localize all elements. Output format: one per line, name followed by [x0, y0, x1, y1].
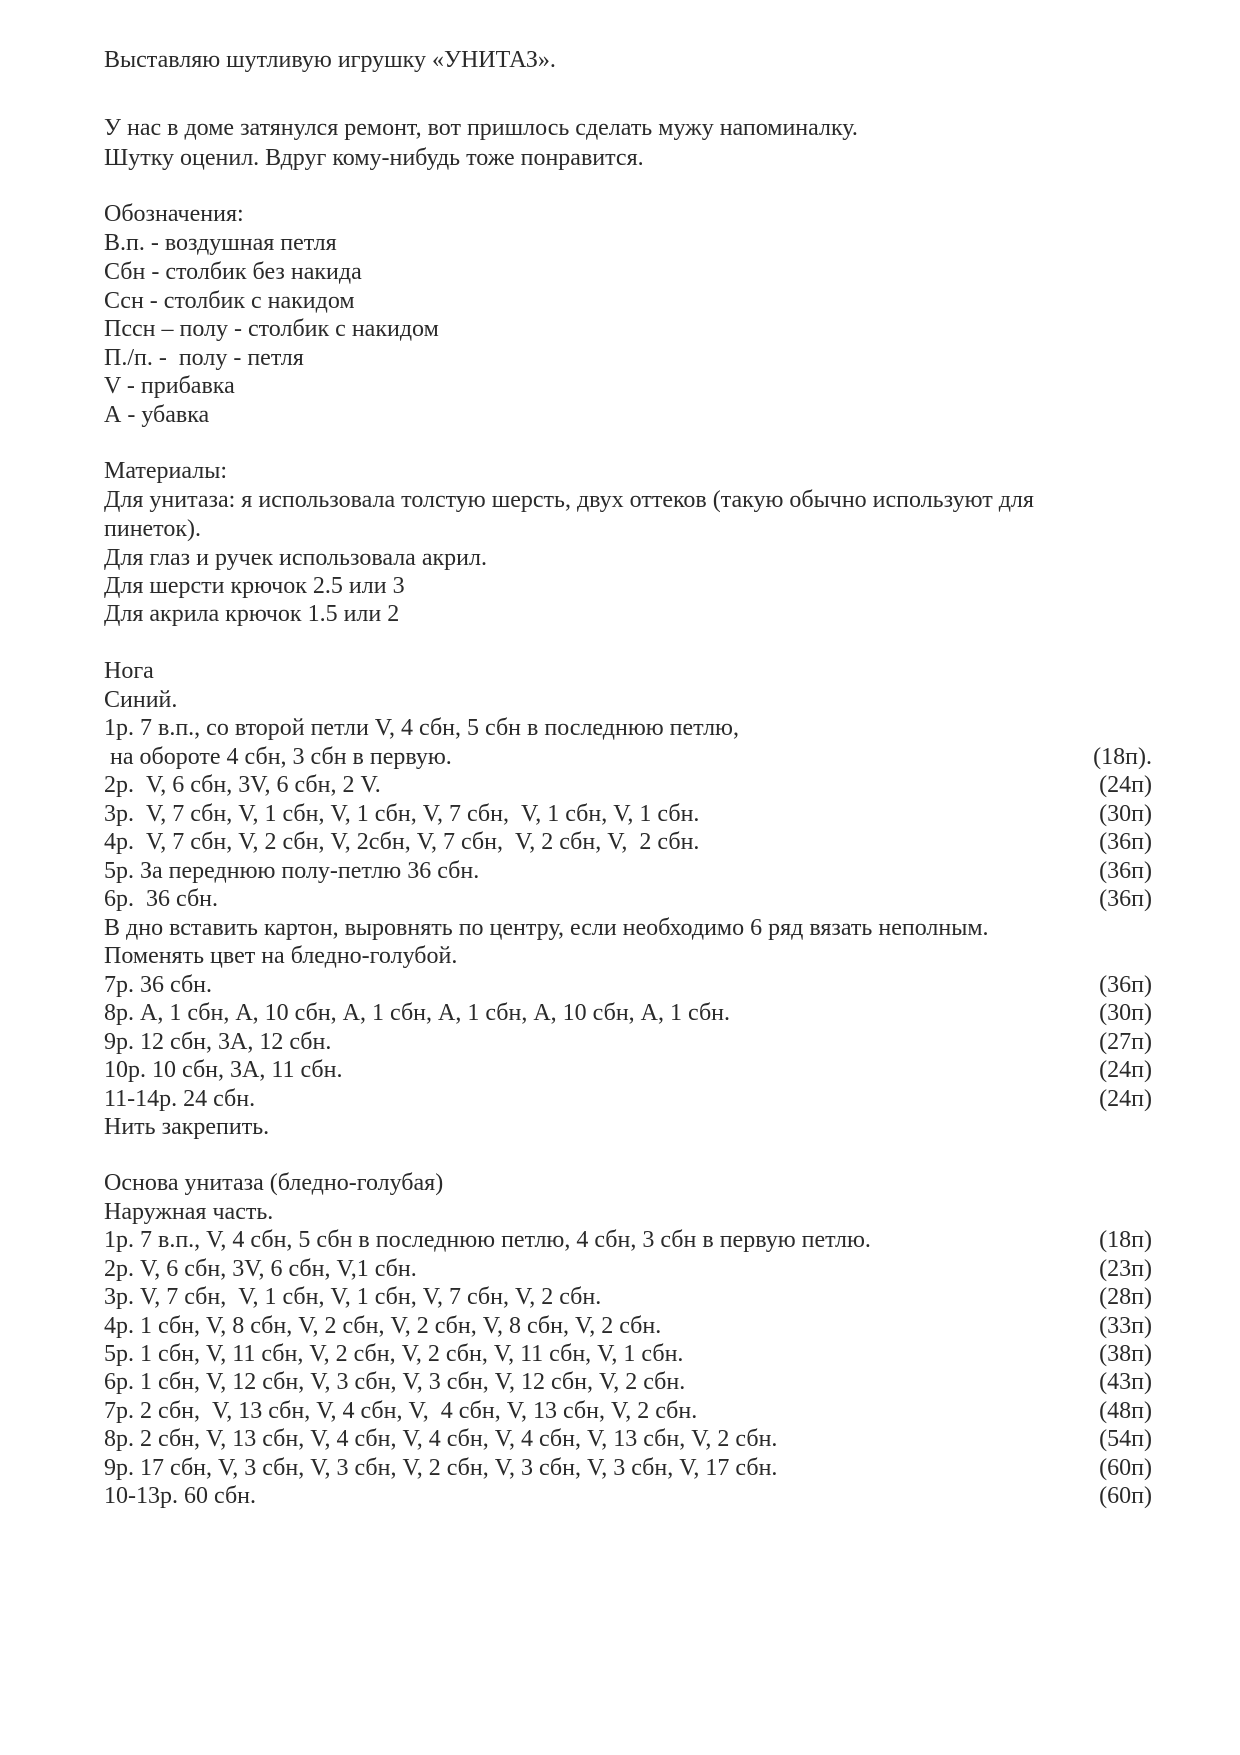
- pattern-row: [104, 1366, 1152, 1398]
- materials-line: Для глаз и ручек использовала акрил.: [104, 545, 487, 571]
- legend-item: А - убавка: [104, 402, 210, 428]
- row-instruction: 8р. 2 сбн, V, 13 сбн, V, 4 сбн, V, 4 сбн, V, 4 сбн, V, 13 сбн, V, 2 сбн.: [104, 1426, 778, 1452]
- legend-heading: Обозначения:: [104, 201, 244, 227]
- row-stitch-count: (43п): [1099, 1369, 1152, 1395]
- row-stitch-count: (18п): [1099, 1227, 1152, 1253]
- row-stitch-count: (30п): [1099, 801, 1152, 827]
- materials-line: Для шерсти крючок 2.5 или 3: [104, 573, 405, 599]
- row-stitch-count: (28п): [1099, 1284, 1152, 1310]
- row-stitch-count: (24п): [1099, 1086, 1152, 1112]
- row-stitch-count: (24п): [1099, 1057, 1152, 1083]
- pattern-row: [104, 826, 1152, 858]
- legend-item: В.п. - воздушная петля: [104, 230, 337, 256]
- row-stitch-count: (48п): [1099, 1398, 1152, 1424]
- row-instruction: 7р. 2 сбн, V, 13 сбн, V, 4 сбн, V, 4 сбн, V, 13 сбн, V, 2 сбн.: [104, 1398, 698, 1424]
- row-instruction: 10р. 10 сбн, 3А, 11 сбн.: [104, 1057, 343, 1083]
- row-instruction: 11-14р. 24 сбн.: [104, 1086, 256, 1112]
- document-page: [104, 0, 1164, 1755]
- row-stitch-count: (54п): [1099, 1426, 1152, 1452]
- row-instruction: 8р. А, 1 сбн, А, 10 сбн, А, 1 сбн, А, 1 сбн, А, 10 сбн, А, 1 сбн.: [104, 1000, 730, 1026]
- pattern-row: [104, 1281, 1152, 1313]
- legend-item: П./п. - полу - петля: [104, 345, 304, 371]
- row-stitch-count: (36п): [1099, 858, 1152, 884]
- row-instruction: 4р. V, 7 сбн, V, 2 сбн, V, 2сбн, V, 7 сбн, V, 2 сбн, V, 2 сбн.: [104, 829, 700, 855]
- row-stitch-count: (36п): [1099, 972, 1152, 998]
- legend-item: V - прибавка: [104, 373, 235, 399]
- row-instruction: 2р. V, 6 сбн, 3V, 6 сбн, 2 V.: [104, 772, 381, 798]
- row-instruction: 3р. V, 7 сбн, V, 1 сбн, V, 1 сбн, V, 7 сбн, V, 2 сбн.: [104, 1284, 602, 1310]
- document-title: Выставляю шутливую игрушку «УНИТАЗ».: [104, 47, 556, 73]
- row-instruction: 5р. 1 сбн, V, 11 сбн, V, 2 сбн, V, 2 сбн, V, 11 сбн, V, 1 сбн.: [104, 1341, 684, 1367]
- row-instruction: 6р. 36 сбн.: [104, 886, 218, 912]
- row-instruction: 6р. 1 сбн, V, 12 сбн, V, 3 сбн, V, 3 сбн, V, 12 сбн, V, 2 сбн.: [104, 1369, 686, 1395]
- row-stitch-count: (60п): [1099, 1483, 1152, 1509]
- intro-paragraph-1: У нас в доме затянулся ремонт, вот пришлось сделать мужу напоминалку.: [104, 115, 858, 141]
- row-stitch-count: (18п).: [1093, 744, 1152, 770]
- row-stitch-count: (36п): [1099, 886, 1152, 912]
- pattern-row: [104, 769, 1152, 801]
- row-stitch-count: (24п): [1099, 772, 1152, 798]
- materials-line: пинеток).: [104, 516, 202, 542]
- pattern-row: [104, 1054, 1152, 1086]
- row-stitch-count: (23п): [1099, 1256, 1152, 1282]
- intro-paragraph-2: Шутку оценил. Вдруг кому-нибудь тоже понравится.: [104, 145, 644, 171]
- pattern-row: [104, 1480, 1152, 1512]
- pattern-row: [104, 1423, 1152, 1455]
- pattern-row: [104, 1224, 1152, 1256]
- row-stitch-count: (38п): [1099, 1341, 1152, 1367]
- materials-line: Для унитаза: я использовала толстую шерсть, двух оттеков (такую обычно используют для: [104, 487, 1034, 513]
- legend-item: Ссн - столбик с накидом: [104, 288, 355, 314]
- row-instruction: 10-13р. 60 сбн.: [104, 1483, 256, 1509]
- row-stitch-count: (30п): [1099, 1000, 1152, 1026]
- leg-row-1-first-line: 1р. 7 в.п., со второй петли V, 4 сбн, 5 сбн в последнюю петлю,: [104, 715, 739, 741]
- row-stitch-count: (60п): [1099, 1455, 1152, 1481]
- row-instruction: 9р. 17 сбн, V, 3 сбн, V, 3 сбн, V, 2 сбн, V, 3 сбн, V, 3 сбн, V, 17 сбн.: [104, 1455, 778, 1481]
- row-instruction: 3р. V, 7 сбн, V, 1 сбн, V, 1 сбн, V, 7 сбн, V, 1 сбн, V, 1 сбн.: [104, 801, 700, 827]
- leg-color: Синий.: [104, 687, 178, 713]
- legend-item: Сбн - столбик без накида: [104, 259, 362, 285]
- pattern-row: [104, 997, 1152, 1029]
- row-instruction: 4р. 1 сбн, V, 8 сбн, V, 2 сбн, V, 2 сбн, V, 8 сбн, V, 2 сбн.: [104, 1313, 662, 1339]
- row-instruction: 2р. V, 6 сбн, 3V, 6 сбн, V,1 сбн.: [104, 1256, 417, 1282]
- row-instruction: 5р. За переднюю полу-петлю 36 сбн.: [104, 858, 480, 884]
- row-instruction: 7р. 36 сбн.: [104, 972, 212, 998]
- pattern-row: [104, 883, 1152, 915]
- leg-heading: Нога: [104, 658, 154, 684]
- row-instruction: на обороте 4 сбн, 3 сбн в первую.: [104, 744, 452, 770]
- leg-note: В дно вставить картон, выровнять по центру, если необходимо 6 ряд вязать неполным.: [104, 915, 989, 941]
- row-stitch-count: (27п): [1099, 1029, 1152, 1055]
- base-heading: Основа унитаза (бледно-голубая): [104, 1170, 444, 1196]
- row-instruction: 9р. 12 сбн, 3А, 12 сбн.: [104, 1029, 332, 1055]
- leg-note: Поменять цвет на бледно-голубой.: [104, 943, 458, 969]
- materials-line: Для акрила крючок 1.5 или 2: [104, 601, 400, 627]
- row-instruction: 1р. 7 в.п., V, 4 сбн, 5 сбн в последнюю петлю, 4 сбн, 3 сбн в первую петлю.: [104, 1227, 871, 1253]
- legend-item: Пссн – полу - столбик с накидом: [104, 316, 439, 342]
- row-stitch-count: (36п): [1099, 829, 1152, 855]
- leg-end-note: Нить закрепить.: [104, 1114, 270, 1140]
- base-subheading: Наружная часть.: [104, 1199, 274, 1225]
- row-stitch-count: (33п): [1099, 1313, 1152, 1339]
- materials-heading: Материалы:: [104, 458, 227, 484]
